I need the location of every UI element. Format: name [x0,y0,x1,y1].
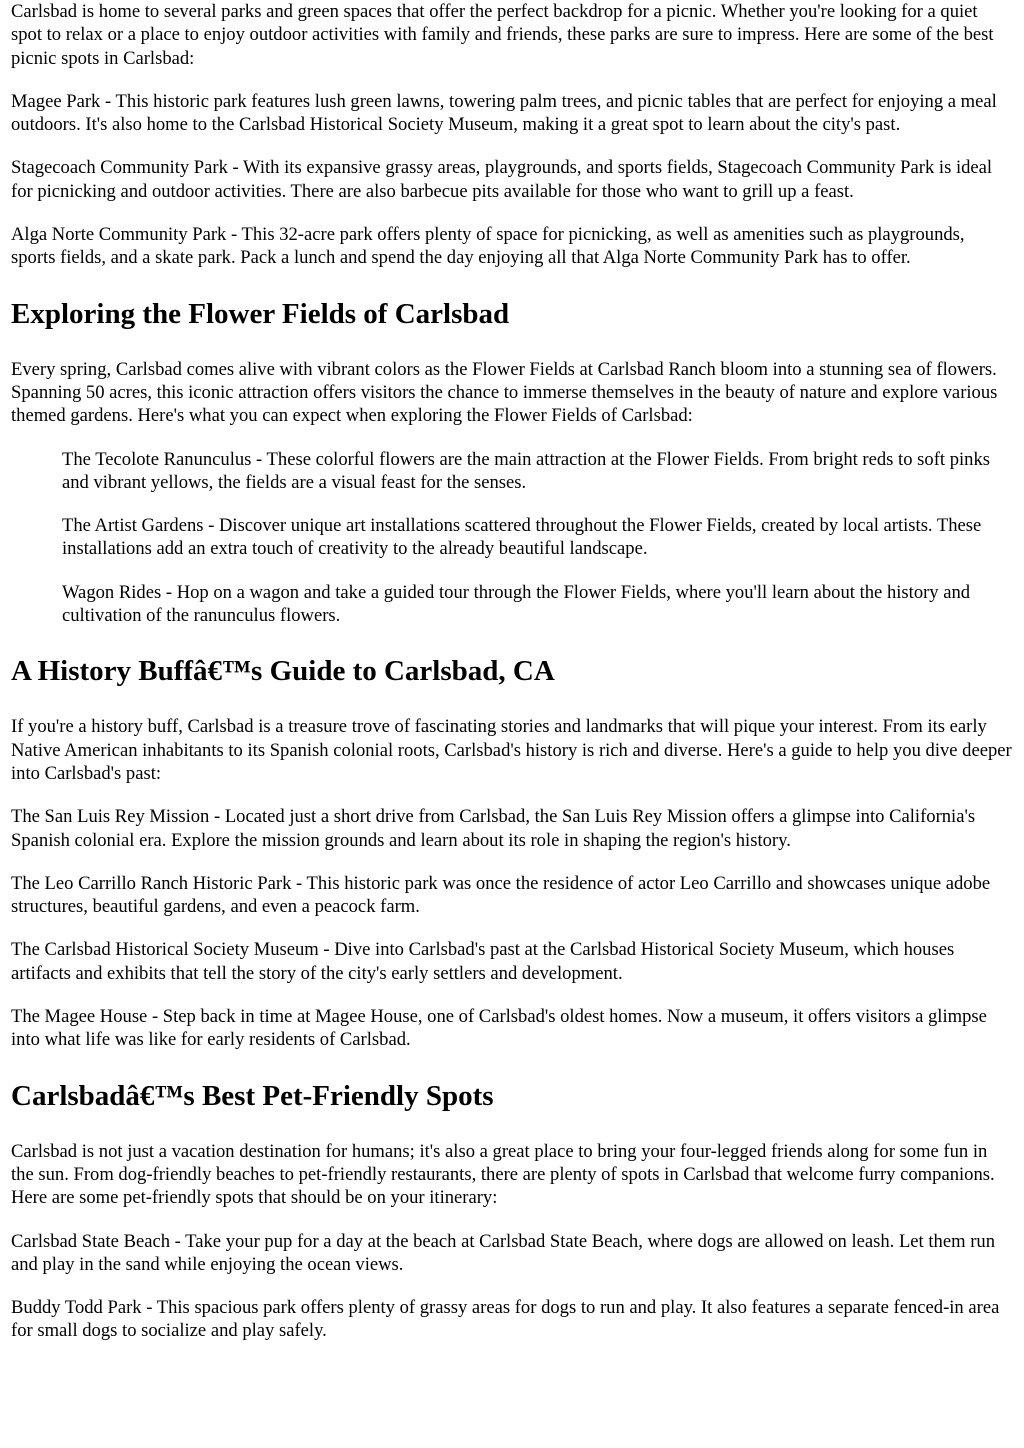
pet-friendly-heading: Carlsbadâ€™s Best Pet-Friendly Spots [11,1079,494,1112]
picnic-spot-alga-norte-park: Alga Norte Community Park - This 32-acre park offers plenty of space for picnicking, as well as amenities such as playgrounds, sports fields, and a skate park. Pack a lunch and spend the day enjoying all that Alga Norte Community Park has to offer. [11,224,965,269]
history-item-historical-society: The Carlsbad Historical Society Museum - Dive into Carlsbad's past at the Carlsbad Historical Society Museum, which houses artifacts and exhibits that tell the story of the city's early settlers and development. [11,939,955,984]
picnic-intro-paragraph: Carlsbad is home to several parks and green spaces that offer the perfect backdrop for a picnic. Whether you're looking for a quiet spot to relax or a place to enjoy outdoor activities with family and friends, these parks are sure to impress. Here are some of the best picnic spots in Carlsbad: [11,1,994,69]
history-item-san-luis-rey: The San Luis Rey Mission - Located just a short drive from Carlsbad, the San Luis Rey Mission offers a glimpse into California's Spanish colonial era. Explore the mission grounds and learn about its role in shaping the region's history. [11,806,976,851]
pet-friendly-intro: Carlsbad is not just a vacation destination for humans; it's also a great place to bring your four-legged friends along for some fun in the sun. From dog-friendly beaches to pet-friendly restaurants, there are plenty of spots in Carlsbad that welcome furry companions. Here are some pet-friendly spots that should be on your itinerary: [11,1140,995,1209]
picnic-spot-stagecoach-park: Stagecoach Community Park - With its expansive grassy areas, playgrounds, and sports fields, Stagecoach Community Park is ideal for picnicking and outdoor activities. There are also barbecue pits available for those who want to grill up a feast. [11,157,993,202]
flower-item-wagon-rides: Wagon Rides - Hop on a wagon and take a guided tour through the Flower Fields, where you'll learn about the history and cultivation of the ranunculus flowers. [62,581,971,627]
history-guide-heading: A History Buffâ€™s Guide to Carlsbad, CA [11,655,555,688]
flower-fields-intro: Every spring, Carlsbad comes alive with vibrant colors as the Flower Fields at Carlsbad Ranch bloom into a stunning sea of flowers. Spanning 50 acres, this iconic attraction offers visitors the chance to immerse themselves in the beauty of nature and explore various themed gardens. Here's what you can expect when exploring the Flower Fields of Carlsbad: [11,358,998,427]
pet-item-buddy-todd-park: Buddy Todd Park - This spacious park offers plenty of grassy areas for dogs to run and play. It also features a separate fenced-in area for small dogs to socialize and play safely. [11,1297,1000,1342]
pet-item-state-beach: Carlsbad State Beach - Take your pup for a day at the beach at Carlsbad State Beach, where dogs are allowed on leash. Let them run and play in the sand while enjoying the ocean views. [11,1230,995,1275]
history-item-magee-house: The Magee House - Step back in time at Magee House, one of Carlsbad's oldest homes. Now a museum, it offers visitors a glimpse into what life was like for early residents of Carlsbad. [11,1006,987,1051]
flower-fields-heading: Exploring the Flower Fields of Carlsbad [11,297,510,330]
picnic-spot-magee-park: Magee Park - This historic park features lush green lawns, towering palm trees, and picnic tables that are perfect for enjoying a meal outdoors. It's also home to the Carlsbad Historical Society Museum, making it a great spot to learn about the city's past. [11,90,997,136]
history-guide-intro: If you're a history buff, Carlsbad is a treasure trove of fascinating stories and landmarks that will pique your interest. From its early Native American inhabitants to its Spanish colonial roots, Carlsbad's history is rich and diverse. Here's a guide to help you dive deeper into Carlsbad's past: [11,716,1012,784]
history-item-leo-carrillo: The Leo Carrillo Ranch Historic Park - This historic park was once the residence of actor Leo Carrillo and showcases unique adobe structures, beautiful gardens, and even a peacock farm. [11,872,991,918]
flower-fields-list [62,448,1013,628]
flower-item-ranunculus: The Tecolote Ranunculus - These colorful flowers are the main attraction at the Flower Fields. From bright reds to soft pinks and vibrant yellows, the fields are a visual feast for the senses. [62,448,990,493]
flower-item-artist-gardens: The Artist Gardens - Discover unique art installations scattered throughout the Flower Fields, created by local artists. These installations add an extra touch of creativity to the already beautiful landscape. [62,515,982,560]
